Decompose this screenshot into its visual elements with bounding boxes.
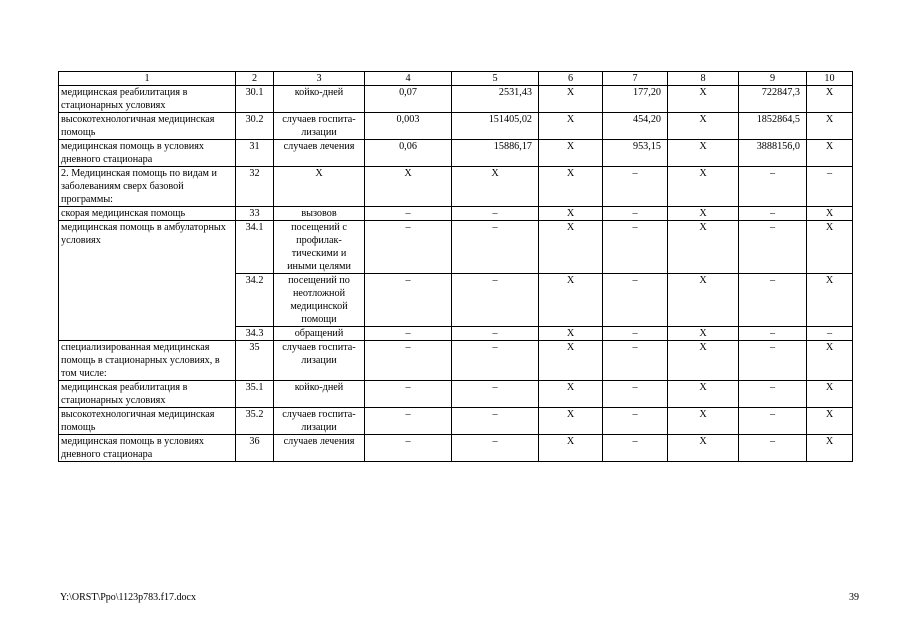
row-number-cell: 35.2 <box>236 408 274 435</box>
value-cell: – <box>365 435 452 462</box>
unit-cell: случаев госпита-лизации <box>274 341 365 381</box>
value-cell: Х <box>539 274 603 327</box>
value-cell: – <box>739 435 807 462</box>
value-cell: Х <box>668 86 739 113</box>
value-cell: – <box>603 167 668 207</box>
value-cell: Х <box>807 435 853 462</box>
row-number-cell: 35.1 <box>236 381 274 408</box>
table-row <box>59 221 853 274</box>
value-cell: Х <box>668 113 739 140</box>
row-number-cell: 34.3 <box>236 327 274 341</box>
row-number-cell: 35 <box>236 341 274 381</box>
row-name-cell: высокотехнологичная медицинская помощь <box>59 408 236 435</box>
value-cell: – <box>452 207 539 221</box>
table-row <box>59 381 853 408</box>
row-name-cell: медицинская помощь в условиях дневного стационара <box>59 140 236 167</box>
value-cell: – <box>452 327 539 341</box>
footer-file-path: Y:\ORST\Ppo\1123p783.f17.docx <box>60 592 196 603</box>
value-cell: – <box>603 381 668 408</box>
value-cell: Х <box>668 435 739 462</box>
value-cell: – <box>739 207 807 221</box>
unit-cell: койко-дней <box>274 86 365 113</box>
value-cell: 3888156,0 <box>739 140 807 167</box>
value-cell: Х <box>365 167 452 207</box>
value-cell: – <box>739 274 807 327</box>
unit-cell: койко-дней <box>274 381 365 408</box>
value-cell: – <box>739 408 807 435</box>
unit-cell: случаев лечения <box>274 140 365 167</box>
value-cell: – <box>739 341 807 381</box>
value-cell: Х <box>539 408 603 435</box>
value-cell: Х <box>668 207 739 221</box>
value-cell: Х <box>668 221 739 274</box>
value-cell: Х <box>539 381 603 408</box>
value-cell: – <box>365 207 452 221</box>
value-cell: Х <box>539 207 603 221</box>
table-row <box>59 167 853 207</box>
header-cell: 6 <box>539 72 603 86</box>
value-cell: – <box>365 341 452 381</box>
unit-cell: Х <box>274 167 365 207</box>
row-name-cell: скорая медицинская помощь <box>59 207 236 221</box>
value-cell: Х <box>807 274 853 327</box>
row-name-cell: медицинская реабилитация в стационарных условиях <box>59 381 236 408</box>
value-cell: – <box>739 327 807 341</box>
header-cell: 10 <box>807 72 853 86</box>
table-row <box>59 207 853 221</box>
value-cell: Х <box>807 221 853 274</box>
value-cell: Х <box>539 221 603 274</box>
header-cell: 9 <box>739 72 807 86</box>
row-number-cell: 32 <box>236 167 274 207</box>
table-row <box>59 408 853 435</box>
value-cell: 722847,3 <box>739 86 807 113</box>
value-cell: 15886,17 <box>452 140 539 167</box>
value-cell: Х <box>807 207 853 221</box>
unit-cell: вызовов <box>274 207 365 221</box>
value-cell: 151405,02 <box>452 113 539 140</box>
value-cell: 0,06 <box>365 140 452 167</box>
value-cell: – <box>603 207 668 221</box>
value-cell: – <box>603 408 668 435</box>
value-cell: – <box>603 341 668 381</box>
value-cell: Х <box>539 113 603 140</box>
value-cell: – <box>603 435 668 462</box>
unit-cell: посещений по неотложной медицинской помощи <box>274 274 365 327</box>
table-row <box>59 341 853 381</box>
value-cell: – <box>807 167 853 207</box>
value-cell: Х <box>807 140 853 167</box>
row-name-cell: медицинская помощь в условиях дневного стационара <box>59 435 236 462</box>
value-cell: – <box>452 408 539 435</box>
value-cell: – <box>365 381 452 408</box>
value-cell: Х <box>539 86 603 113</box>
value-cell: Х <box>807 408 853 435</box>
row-name-cell: медицинская реабилитация в стационарных условиях <box>59 86 236 113</box>
unit-cell: посещений с профилак-тическими и иными целями <box>274 221 365 274</box>
value-cell: 2531,43 <box>452 86 539 113</box>
value-cell: Х <box>539 167 603 207</box>
value-cell: Х <box>539 435 603 462</box>
value-cell: – <box>365 274 452 327</box>
table-row <box>59 140 853 167</box>
data-table <box>58 71 853 462</box>
row-number-cell: 36 <box>236 435 274 462</box>
value-cell: – <box>603 221 668 274</box>
table-row <box>59 113 853 140</box>
value-cell: Х <box>668 167 739 207</box>
value-cell: Х <box>668 341 739 381</box>
header-cell: 2 <box>236 72 274 86</box>
value-cell: 454,20 <box>603 113 668 140</box>
unit-cell: случаев госпита-лизации <box>274 408 365 435</box>
row-name-cell: высокотехнологичная медицинская помощь <box>59 113 236 140</box>
value-cell: – <box>452 341 539 381</box>
row-name-cell: 2. Медицинская помощь по видам и заболеваниям сверх базовой программы: <box>59 167 236 207</box>
header-cell: 4 <box>365 72 452 86</box>
value-cell: – <box>452 274 539 327</box>
table-row <box>59 86 853 113</box>
row-name-cell: медицинская помощь в амбулаторных условиях <box>59 221 236 341</box>
unit-cell: случаев лечения <box>274 435 365 462</box>
value-cell: 177,20 <box>603 86 668 113</box>
value-cell: – <box>807 327 853 341</box>
value-cell: – <box>603 327 668 341</box>
value-cell: 0,07 <box>365 86 452 113</box>
value-cell: – <box>739 167 807 207</box>
value-cell: – <box>452 221 539 274</box>
value-cell: Х <box>668 408 739 435</box>
value-cell: Х <box>668 381 739 408</box>
row-number-cell: 33 <box>236 207 274 221</box>
header-cell: 1 <box>59 72 236 86</box>
row-number-cell: 30.1 <box>236 86 274 113</box>
row-number-cell: 30.2 <box>236 113 274 140</box>
header-cell: 8 <box>668 72 739 86</box>
value-cell: Х <box>539 140 603 167</box>
header-cell: 3 <box>274 72 365 86</box>
row-number-cell: 34.1 <box>236 221 274 274</box>
value-cell: – <box>603 274 668 327</box>
header-cell: 7 <box>603 72 668 86</box>
table-row <box>59 435 853 462</box>
value-cell: – <box>739 381 807 408</box>
value-cell: – <box>365 327 452 341</box>
value-cell: 953,15 <box>603 140 668 167</box>
unit-cell: случаев госпита-лизации <box>274 113 365 140</box>
value-cell: Х <box>452 167 539 207</box>
value-cell: Х <box>668 274 739 327</box>
value-cell: Х <box>668 327 739 341</box>
value-cell: 0,003 <box>365 113 452 140</box>
value-cell: – <box>365 221 452 274</box>
header-cell: 5 <box>452 72 539 86</box>
value-cell: – <box>739 221 807 274</box>
value-cell: – <box>452 381 539 408</box>
value-cell: – <box>452 435 539 462</box>
value-cell: Х <box>807 341 853 381</box>
value-cell: – <box>365 408 452 435</box>
value-cell: Х <box>807 113 853 140</box>
value-cell: Х <box>807 381 853 408</box>
value-cell: Х <box>807 86 853 113</box>
value-cell: Х <box>539 327 603 341</box>
page-number: 39 <box>849 592 859 603</box>
value-cell: 1852864,5 <box>739 113 807 140</box>
value-cell: Х <box>539 341 603 381</box>
unit-cell: обращений <box>274 327 365 341</box>
table-header-row <box>59 72 853 86</box>
row-number-cell: 31 <box>236 140 274 167</box>
row-name-cell: специализированная медицинская помощь в стационарных условиях, в том числе: <box>59 341 236 381</box>
value-cell: Х <box>668 140 739 167</box>
row-number-cell: 34.2 <box>236 274 274 327</box>
